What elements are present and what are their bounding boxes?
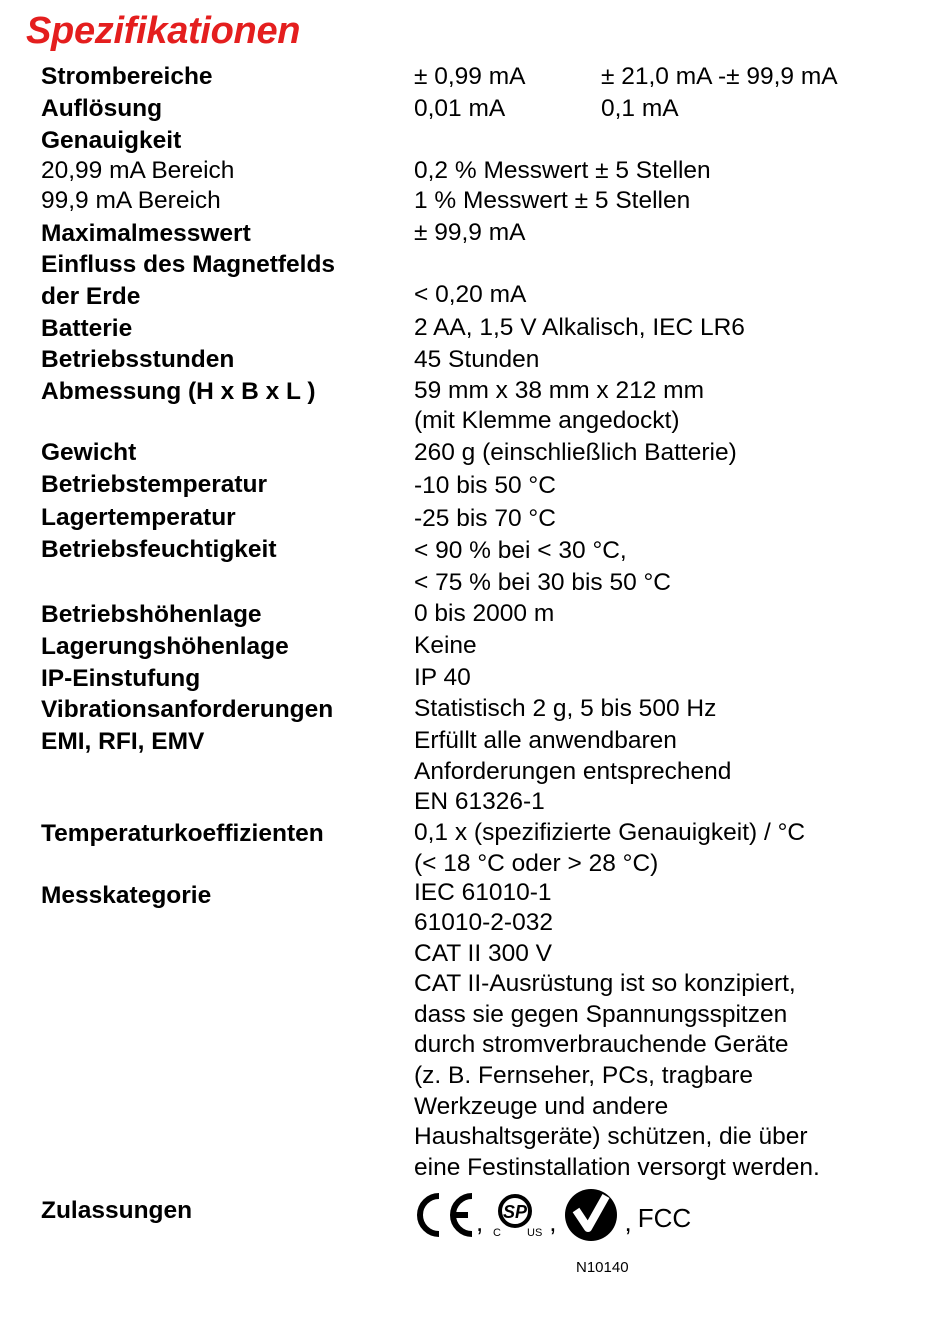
spec-value-ip-rating: IP 40 bbox=[414, 664, 471, 691]
spec-label-storage-temp: Lagertemperatur bbox=[41, 504, 236, 531]
spec-value-operating-humidity: < 90 % bei < 30 °C, bbox=[414, 537, 627, 564]
spec-label-temp-coefficient: Temperaturkoeffizienten bbox=[41, 820, 324, 847]
figure-code: N10140 bbox=[576, 1259, 629, 1276]
spec-label-measurement-category: Messkategorie bbox=[41, 882, 212, 909]
spec-value-measurement-category-line: eine Festinstallation versorgt werden. bbox=[414, 1154, 820, 1181]
spec-value-emi-line: Erfüllt alle anwendbaren bbox=[414, 727, 677, 754]
spec-value-vibration: Statistisch 2 g, 5 bis 500 Hz bbox=[414, 695, 717, 722]
spec-label-current-ranges: Strombereiche bbox=[41, 63, 213, 90]
spec-label-weight: Gewicht bbox=[41, 439, 137, 466]
spec-value-weight: 260 g (einschließlich Batterie) bbox=[414, 439, 737, 466]
spec-label-operating-humidity: Betriebsfeuchtigkeit bbox=[41, 536, 277, 563]
page-title: Spezifikationen bbox=[26, 10, 301, 52]
spec-label-emi: EMI, RFI, EMV bbox=[41, 728, 205, 755]
spec-value-dimensions-note: (mit Klemme angedockt) bbox=[414, 407, 680, 434]
csa-us-text: US bbox=[527, 1227, 543, 1238]
spec-value-resolution-2: 0,1 mA bbox=[601, 95, 679, 122]
spec-label-operating-temp: Betriebstemperatur bbox=[41, 471, 268, 498]
spec-value-current-range-1: ± 0,99 mA bbox=[414, 63, 526, 90]
spec-label-operating-hours: Betriebsstunden bbox=[41, 346, 235, 373]
spec-value-emi-line: EN 61326-1 bbox=[414, 788, 545, 815]
csa-mark-icon bbox=[489, 1192, 549, 1238]
spec-label-max-reading: Maximalmesswert bbox=[41, 220, 251, 247]
spec-value-temp-coefficient-line: 0,1 x (spezifizierte Genauigkeit) / °C bbox=[414, 819, 806, 846]
spec-value-battery: 2 AA, 1,5 V Alkalisch, IEC LR6 bbox=[414, 314, 745, 341]
spec-value-measurement-category-line: Werkzeuge und andere bbox=[414, 1093, 669, 1120]
spec-label-ip-rating: IP-Einstufung bbox=[41, 665, 201, 692]
spec-label-magnetic-field-2: der Erde bbox=[41, 283, 141, 310]
spec-value-emi-line: Anforderungen entsprechend bbox=[414, 758, 732, 785]
spec-value-max-reading: ± 99,9 mA bbox=[414, 219, 526, 246]
spec-label-accuracy: Genauigkeit bbox=[41, 127, 182, 154]
spec-label-approvals: Zulassungen bbox=[41, 1197, 193, 1224]
spec-value-measurement-category-line: (z. B. Fernseher, PCs, tragbare bbox=[414, 1062, 754, 1089]
spec-value-current-range-2: ± 21,0 mA -± 99,9 mA bbox=[601, 63, 838, 90]
spec-label-battery: Batterie bbox=[41, 315, 133, 342]
spec-value-dimensions: 59 mm x 38 mm x 212 mm bbox=[414, 377, 704, 404]
spec-value-operating-humidity-2: < 75 % bei 30 bis 50 °C bbox=[414, 569, 671, 596]
spec-value-storage-altitude: Keine bbox=[414, 632, 477, 659]
spec-value-measurement-category-line: CAT II 300 V bbox=[414, 940, 552, 967]
spec-value-measurement-category-line: dass sie gegen Spannungsspitzen bbox=[414, 1001, 788, 1028]
spec-value-measurement-category-line: IEC 61010-1 bbox=[414, 879, 552, 906]
ce-mark-icon bbox=[412, 1192, 476, 1238]
spec-value-measurement-category-line: CAT II-Ausrüstung ist so konzipiert, bbox=[414, 970, 796, 997]
approval-separator: , bbox=[476, 1206, 484, 1237]
spec-value-operating-hours: 45 Stunden bbox=[414, 346, 540, 373]
spec-label-accuracy-range-2: 99,9 mA Bereich bbox=[41, 187, 221, 214]
spec-value-measurement-category-line: durch stromverbrauchende Geräte bbox=[414, 1031, 789, 1058]
spec-label-operating-altitude: Betriebshöhenlage bbox=[41, 601, 262, 628]
spec-value-storage-temp: -25 bis 70 °C bbox=[414, 505, 556, 532]
spec-value-operating-temp: -10 bis 50 °C bbox=[414, 472, 556, 499]
spec-value-accuracy-range-1: 0,2 % Messwert ± 5 Stellen bbox=[414, 157, 711, 184]
spec-label-magnetic-field: Einfluss des Magnetfelds bbox=[41, 251, 336, 278]
approval-separator: , bbox=[624, 1206, 632, 1237]
spec-label-dimensions: Abmessung (H x B x L ) bbox=[41, 378, 316, 405]
spec-value-resolution-1: 0,01 mA bbox=[414, 95, 506, 122]
spec-label-resolution: Auflösung bbox=[41, 95, 163, 122]
spec-label-vibration: Vibrationsanforderungen bbox=[41, 696, 334, 723]
spec-value-temp-coefficient-line: (< 18 °C oder > 28 °C) bbox=[414, 850, 659, 877]
spec-value-operating-altitude: 0 bis 2000 m bbox=[414, 600, 555, 627]
csa-c-text: C bbox=[493, 1227, 502, 1238]
fcc-label: FCC bbox=[637, 1202, 692, 1233]
spec-value-accuracy-range-2: 1 % Messwert ± 5 Stellen bbox=[414, 187, 691, 214]
spec-value-magnetic-field: < 0,20 mA bbox=[414, 281, 527, 308]
approval-marks bbox=[412, 1190, 691, 1240]
approval-separator: , bbox=[549, 1206, 557, 1237]
c-tick-mark-icon bbox=[562, 1188, 624, 1242]
spec-value-measurement-category-line: 61010-2-032 bbox=[414, 909, 553, 936]
spec-label-accuracy-range-1: 20,99 mA Bereich bbox=[41, 157, 235, 184]
csa-mark-text: SP bbox=[503, 1202, 528, 1222]
spec-value-measurement-category-line: Haushaltsgeräte) schützen, die über bbox=[414, 1123, 808, 1150]
spec-label-storage-altitude: Lagerungshöhenlage bbox=[41, 633, 289, 660]
